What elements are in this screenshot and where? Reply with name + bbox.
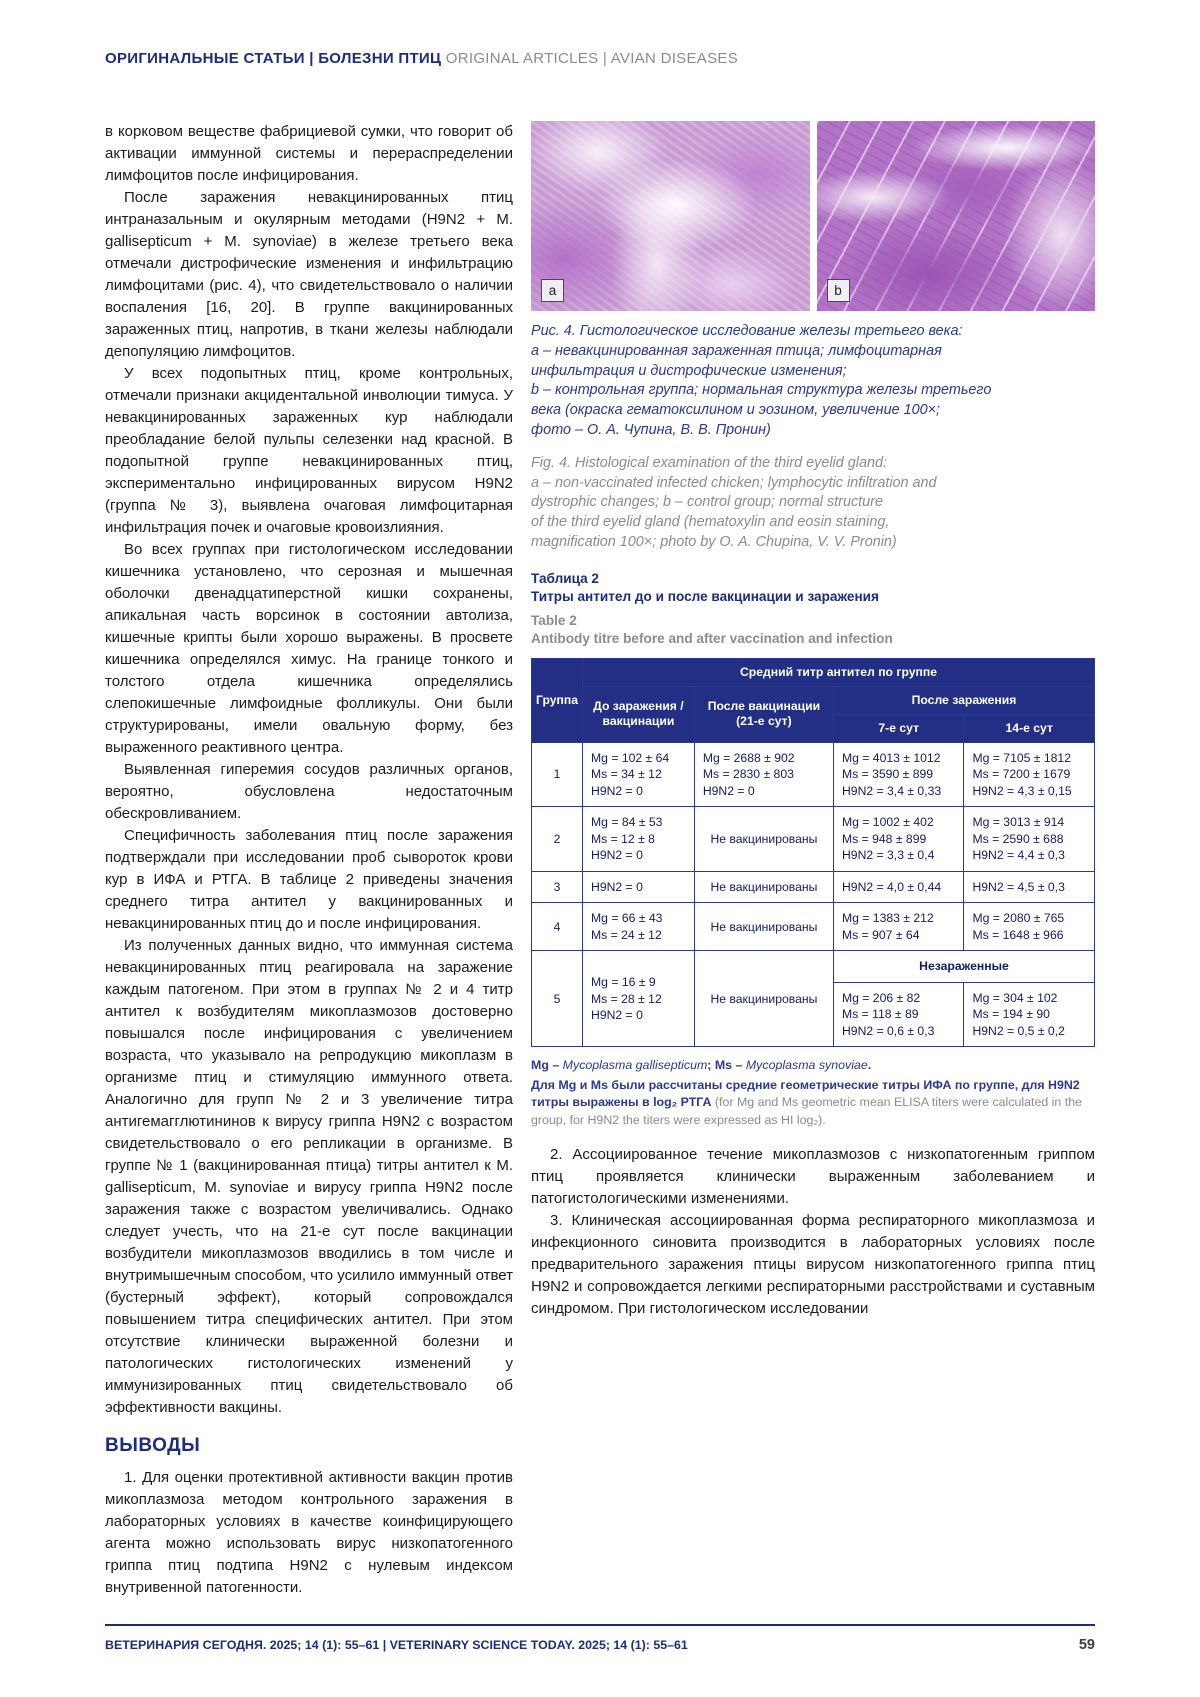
- cell-after-vacc: Не вакцинированы: [694, 951, 833, 1047]
- footnote-text: ; Ms –: [707, 1058, 746, 1073]
- col-header-after-vacc: После вакцинации (21-е сут): [694, 686, 833, 742]
- cell-day14: Mg = 2080 ± 765 Ms = 1648 ± 966: [964, 903, 1095, 951]
- col-header-after-infection: После заражения: [833, 686, 1094, 714]
- species-name: Mycoplasma synoviae: [745, 1058, 868, 1073]
- paragraph: Выявленная гиперемия сосудов различных органов, вероятно, обусловлена недостаточным обескровливанием.: [105, 761, 513, 822]
- col-header-day7: 7-е сут: [833, 714, 963, 742]
- page-footer: [105, 1624, 1095, 1653]
- table2-label-ru: Таблица 2: [531, 570, 599, 586]
- right-column: [531, 121, 1095, 1320]
- col-header-day14: 14-е сут: [964, 714, 1095, 742]
- table2-footnotes: [531, 1057, 1095, 1129]
- running-head: [105, 50, 1095, 67]
- running-head-ru: ОРИГИНАЛЬНЫЕ СТАТЬИ | БОЛЕЗНИ ПТИЦ: [105, 50, 442, 67]
- page-number: 59: [1078, 1637, 1095, 1653]
- conclusion-paragraph: 1. Для оценки протективной активности вакцин против микоплазмоза методом контрольного заражения в лабораторных условиях в качестве коинфицирующего агента можно использовать вирус низкопатогенного гриппа птиц подтипа H9N2 с нулевым индексом внутривенной патогенности.: [105, 1469, 513, 1596]
- cell-group: 5: [532, 951, 583, 1047]
- footnote-text: Mg –: [531, 1058, 563, 1073]
- cell-before: Mg = 66 ± 43 Ms = 24 ± 12: [583, 903, 695, 951]
- cell-before: H9N2 = 0: [583, 871, 695, 903]
- paragraph: Во всех группах при гистологическом исследовании кишечника установлено, что серозная и мышечная оболочки двенадцатиперстной кишки сохранены, апикальная часть ворсинок в состоянии автолиза, кишечные крипты были хорошо выражены. В просвете кишечника определялся химус. На границе тонкого и толстого отдела кишечника определялись слепокишечные лимфоидные фолликулы. Они были структурированы, имели овальную форму, без выраженного реактивного центра.: [105, 541, 513, 756]
- right-column-text: [531, 1144, 1095, 1320]
- figure4-caption-ru: Рис. 4. Гистологическое исследование железы третьего века: a – невакцинированная зараженная птица; лимфоцитарная инфильтрация и дистрофические изменения; b – контрольная группа; нормальная структура железы третьего века (окраска гематоксилином и эозином, увеличение 100×; фото – О. А. Чупина, В. В. Пронин): [531, 323, 992, 438]
- cell-before: Mg = 84 ± 53 Ms = 12 ± 8 H9N2 = 0: [583, 807, 695, 872]
- table2-label-en: Table 2: [531, 612, 577, 628]
- cell-after-vacc: Не вакцинированы: [694, 807, 833, 872]
- cell-before: Mg = 16 ± 9 Ms = 28 ± 12 H9N2 = 0: [583, 951, 695, 1047]
- col-header-before: До заражения / вакцинации: [583, 686, 695, 742]
- col-header-group: Группа: [532, 658, 583, 742]
- cell-before: Mg = 102 ± 64 Ms = 34 ± 12 H9N2 = 0: [583, 742, 695, 807]
- cell-uninfected-label: Незараженные: [833, 951, 1094, 983]
- image-label-a: a: [541, 279, 564, 302]
- cell-group: 2: [532, 807, 583, 872]
- left-column: [105, 121, 513, 1599]
- cell-group: 1: [532, 742, 583, 807]
- table2-title-ru: Титры антител до и после вакцинации и заражения: [531, 588, 879, 604]
- image-label-b: b: [827, 279, 850, 302]
- col-header-main: Средний титр антител по группе: [583, 658, 1095, 686]
- paragraph: Специфичность заболевания птиц после заражения подтверждали при исследовании проб сывороток крови кур в ИФА и РТГА. В таблице 2 приведены значения среднего титра антител у вакцинированных и невакцинированных птиц до и после инфицирования.: [105, 827, 513, 932]
- cell-day7: Mg = 4013 ± 1012 Ms = 3590 ± 899 H9N2 = 3,4 ± 0,33: [833, 742, 963, 807]
- cell-after-vacc: Не вакцинированы: [694, 871, 833, 903]
- cell-day7: Mg = 206 ± 82 Ms = 118 ± 89 H9N2 = 0,6 ± 0,3: [833, 982, 963, 1047]
- footnote-methods-en: (for Mg and Ms geometric mean ELISA titers were calculated in the group, for H9N2 the titers were expressed as HI log₂).: [531, 1095, 1082, 1127]
- cell-day7: H9N2 = 4,0 ± 0,44: [833, 871, 963, 903]
- cell-after-vacc: Не вакцинированы: [694, 903, 833, 951]
- table-row: [532, 807, 1095, 872]
- antibody-titer-table: [531, 658, 1095, 1048]
- table2-heading: [531, 570, 1095, 648]
- cell-after-vacc: Mg = 2688 ± 902 Ms = 2830 ± 803 H9N2 = 0: [694, 742, 833, 807]
- conclusion-paragraph: 2. Ассоциированное течение микоплазмозов с низкопатогенным гриппом птиц проявляется клинически выраженным заболеванием и патогистологическими изменениями.: [531, 1146, 1095, 1208]
- footnote-methods-ru: Для Mg и Ms были рассчитаны средние геометрические титры ИФА по группе, для H9N2 титры выражены в log₂ РТГА: [531, 1077, 1080, 1110]
- cell-group: 3: [532, 871, 583, 903]
- footer-journal-line: ВЕТЕРИНАРИЯ СЕГОДНЯ. 2025; 14 (1): 55–61 | VETERINARY SCIENCE TODAY. 2025; 14 (1): 55–61: [105, 1638, 688, 1652]
- table-row: [532, 951, 1095, 983]
- paragraph: У всех подопытных птиц, кроме контрольных, отмечали признаки акцидентальной инволюции тимуса. У невакцинированных зараженных кур наблюдали преобладание белой пульпы селезенки над красной. В подопытной группе невакцинированных птиц, экспериментально инфицированных вирусом H9N2 (группа № 3), выявлена очаговая лимфоцитарная инфильтрация почек и очаговые кровоизлияния.: [105, 365, 513, 536]
- cell-day7: Mg = 1383 ± 212 Ms = 907 ± 64: [833, 903, 963, 951]
- running-head-en: ORIGINAL ARTICLES | AVIAN DISEASES: [445, 50, 738, 67]
- figure4-images: [531, 121, 1095, 311]
- histology-image-a: [531, 121, 810, 311]
- cell-day14: Mg = 7105 ± 1812 Ms = 7200 ± 1679 H9N2 = 4,3 ± 0,15: [964, 742, 1095, 807]
- conclusions-heading: ВЫВОДЫ: [105, 1435, 201, 1456]
- table-row: [532, 871, 1095, 903]
- conclusion-paragraph: 3. Клиническая ассоциированная форма респираторного микоплазмоза и инфекционного синовита производится в лабораторных условиях после предварительного заражения птицы вирусом низкопатогенного гриппа птиц H9N2 и сопровождается легкими респираторными расстройствами и суставным синдромом. При гистологическом исследовании: [531, 1212, 1095, 1318]
- footnote-methods: [531, 1077, 1095, 1130]
- histology-image-b: [817, 121, 1096, 311]
- paragraph: Из полученных данных видно, что иммунная система невакцинированных птиц реагировала на заражение каждым патогеном. При этом в группах № 2 и 4 титр антител к возбудителям микоплазмозов достоверно повышался после инфицирования с увеличением возраста, что указывало на репродукцию микоплазм в организме птиц и стимуляцию иммунного ответа. Аналогично для групп № 2 и 3 увеличение титра антигемагглютининов к вирусу гриппа H9N2 с возрастом свидетельствовало о его репликации в организме. В группе № 1 (вакцинированная птица) титры антител к M. gallisepticum, M. synoviae и вирусу гриппа H9N2 после заражения также с возрастом увеличивались. Однако следует учесть, что на 21-е сут после вакцинации возбудители микоплазмозов вводились в том числе и внутримышечным способом, что усилило иммунный ответ (бустерный эффект), который сопровождался повышением титра специфических антител. При этом отсутствие клинически выраженной болезни и патологических гистологических изменений у иммунизированных птиц свидетельствовало об эффективности вакцины.: [105, 937, 513, 1416]
- table-row: [532, 742, 1095, 807]
- cell-day14: H9N2 = 4,5 ± 0,3: [964, 871, 1095, 903]
- figure4-caption-en: Fig. 4. Histological examination of the third eyelid gland: a – non-vaccinated infected chicken; lymphocytic infiltration and dystrophic changes; b – control group; normal structure of the third eyelid gland (hematoxylin and eosin staining, magnification 100×; photo by O. A. Chupina, V. V. Pronin): [531, 454, 937, 550]
- paragraph: После заражения невакцинированных птиц интраназальным и окулярным методами (H9N2 + M. gallisepticum + M. synoviae) в железе третьего века отмечали дистрофические изменения и инфильтрацию лимфоцитами (рис. 4), что свидетельствовало о наличии воспаления [16, 20]. В группе вакцинированных зараженных птиц, напротив, в ткани железы наблюдали депопуляцию лимфоцитов.: [105, 189, 513, 360]
- table2-title-en: Antibody titre before and after vaccination and infection: [531, 630, 893, 646]
- cell-day14: Mg = 3013 ± 914 Ms = 2590 ± 688 H9N2 = 4,4 ± 0,3: [964, 807, 1095, 872]
- cell-group: 4: [532, 903, 583, 951]
- footnote-text: .: [867, 1058, 872, 1073]
- footnote-abbreviations: [531, 1057, 1095, 1075]
- cell-day7: Mg = 1002 ± 402 Ms = 948 ± 899 H9N2 = 3,3 ± 0,4: [833, 807, 963, 872]
- paragraph: в корковом веществе фабрициевой сумки, что говорит об активации иммунной системы и перераспределении лимфоцитов после инфицирования.: [105, 123, 513, 184]
- table-row: [532, 903, 1095, 951]
- species-name: Mycoplasma gallisepticum: [562, 1058, 708, 1073]
- cell-day14: Mg = 304 ± 102 Ms = 194 ± 90 H9N2 = 0,5 ± 0,2: [964, 982, 1095, 1047]
